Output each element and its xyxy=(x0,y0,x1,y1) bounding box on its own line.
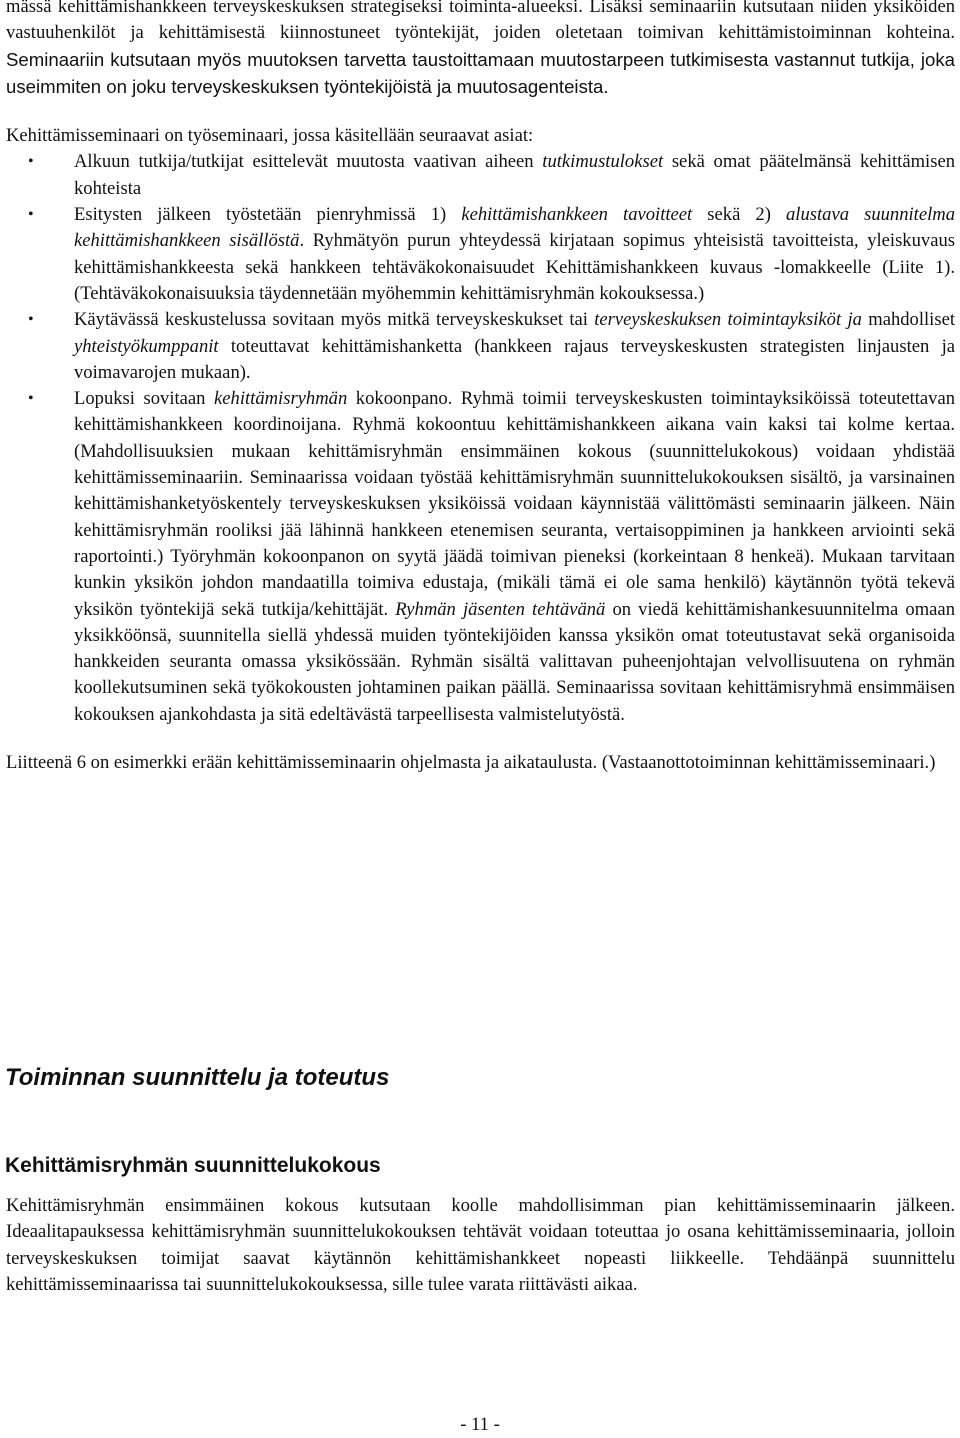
text-run: Seminaariin kutsutaan myös muutoksen tarvetta taustoittamaan muutostarpeen tutkimisesta vastannut tutkija, joka useimmiten on joku terveyskeskuksen työntekijöistä ja muutosagenteista. xyxy=(6,48,955,97)
emphasis-text: kehittämisryhmän xyxy=(214,388,348,410)
text-run: sekä omat päätelmänsä kehittämisen kohteista xyxy=(74,151,955,199)
list-item xyxy=(6,149,955,202)
text-run: sekä 2) xyxy=(692,204,786,226)
subsection-heading: Kehittämisryhmän suunnittelukokous xyxy=(5,1154,381,1177)
appendix-note: Liitteenä 6 on esimerkki erään kehittämisseminaarin ohjelmasta ja aikataulusta. (Vastaanottotoiminnan kehittämisseminaari.) xyxy=(6,752,936,774)
list-item xyxy=(6,307,955,386)
section-heading: Toiminnan suunnittelu ja toteutus xyxy=(5,1064,390,1091)
intro-paragraph xyxy=(6,0,955,101)
list-item-text xyxy=(74,388,955,725)
seminar-intro-line: Kehittämisseminaari on työseminaari, jossa käsitellään seuraavat asiat: xyxy=(6,125,534,147)
body-text xyxy=(6,0,955,776)
bullet-icon: • xyxy=(28,311,34,329)
text-run: mahdolliset xyxy=(861,309,955,331)
emphasis-text: Ryhmän jäsenten tehtävänä xyxy=(395,598,606,620)
text-run: kokoonpano. Ryhmä toimii terveyskeskusten toimintayksiköissä toteutettavan kehittämishankkeen koordinoijana. Ryhmä kokoontuu kehittämishankkeen aikana vain kaksi tai kolme kertaa. (Mahdollisuuksien mukaan kehittämisryhmän ensimmäinen kokous (suunnittelukokous) voidaan yhdistää kehittämisseminaariin. Seminaarissa voidaan työstää kehittämisryhmän suunnittelukokouksen sisältö, ja varsinainen kehittämishanketyöskentely terveyskeskuksen yksiköissä voidaan käynnistää välittömästi seminaarin jälkeen. Näin kehittämisryhmän rooliksi jää lähinnä hankkeen etenemisen seuranta, vertaisoppiminen ja hankkeen arviointi sekä raportointi.) Työryhmän kokoonpanon on syytä jäädä toimivan pieneksi (korkeintaan 8 henkeä). Mukaan tarvitaan kunkin yksikön johdon mandaatilla toimiva edustaja, (mikäli tämä ei ole sama henkilö) käytännön työtä tekevä yksikön työntekijä sekä tutkija/kehittäjät. xyxy=(74,388,955,620)
emphasis-text: alustava suunnitelma kehittämishankkeen sisällöstä xyxy=(74,204,955,252)
emphasis-text: tutkimustulokset xyxy=(542,151,664,173)
list-item-text xyxy=(74,204,955,304)
list-item-text xyxy=(74,151,955,198)
emphasis-text: yhteistyökumppanit xyxy=(74,335,219,357)
bullet-icon: • xyxy=(28,153,34,171)
text-run: Alkuun tutkija/tutkijat esittelevät muutosta vaativan aiheen xyxy=(74,151,543,173)
closing-text xyxy=(6,1193,955,1298)
emphasis-text: kehittämishankkeen tavoitteet xyxy=(461,204,693,226)
text-run: on viedä kehittämishankesuunnitelma omaan yksikköönsä, suunnitella siellä yhdessä muiden työntekijöiden kanssa yksikön omat toteutustavat sekä organisoida hankkeiden seuranta omassa yksikössään. Ryhmän sisältä valittavan puheenjohtajan velvollisuutena on ryhmän koollekutsuminen sekä työkokousten johtaminen paikan päällä. Seminaarissa sovitaan kehittämisryhmä ensimmäisen kokouksen ajankohdasta ja sitä edeltävästä tarpeellisesta valmistelutyöstä. xyxy=(74,598,955,725)
page-number: - 11 - xyxy=(460,1414,500,1435)
text-run: Esitysten jälkeen työstetään pienryhmissä 1) xyxy=(74,204,462,226)
closing-paragraph: Kehittämisryhmän ensimmäinen kokous kutsutaan koolle mahdollisimman pian kehittämisseminaarin jälkeen. Ideaalitapauksessa kehittämisryhmän suunnittelukokouksen tehtävät voidaan toteuttaa jo osana kehittämisseminaaria, jolloin terveyskeskuksen toimijat saavat käytännön kehittämishankkeet nopeasti liikkeelle. Tehdäänpä suunnittelu kehittämisseminaarissa tai suunnittelukokouksessa, sille tulee varata riittävästi aikaa. xyxy=(6,1195,955,1295)
list-item xyxy=(6,202,955,307)
text-run: . Ryhmätyön purun yhteydessä kirjataan sopimus yhteisistä tavoitteista, yleiskuvaus kehittämishankkeesta sekä hankkeen tehtäväkokonaisuudet Kehittämishankkeen kuvaus -lomakkeelle (Liite 1). (Tehtäväkokonaisuuksia täydennetään myöhemmin kehittämisryhmän kokouksessa.) xyxy=(74,230,955,304)
bullet-icon: • xyxy=(28,206,34,224)
seminar-agenda-list xyxy=(6,149,955,728)
text-run: mässä kehittämishankkeen terveyskeskuksen strategiseksi toiminta-alueeksi. Lisäksi seminaariin kutsutaan niiden yksiköiden vastuuhenkilöt ja kehittämisestä kiinnostuneet työntekijät, joiden oletetaan toimivan kehittämistoiminnan kohteina. xyxy=(6,0,955,44)
text-run: Lopuksi sovitaan xyxy=(74,388,215,410)
bullet-icon: • xyxy=(28,390,34,408)
text-run: toteuttavat kehittämishanketta (hankkeen rajaus terveyskeskusten strategisten linjausten ja voimavarojen mukaan). xyxy=(74,335,955,383)
emphasis-text: terveyskeskuksen toimintayksiköt ja xyxy=(594,309,862,331)
list-item-text xyxy=(74,309,955,383)
text-run: Käytävässä keskustelussa sovitaan myös mitkä terveyskeskukset tai xyxy=(74,309,595,331)
list-item xyxy=(6,386,955,728)
